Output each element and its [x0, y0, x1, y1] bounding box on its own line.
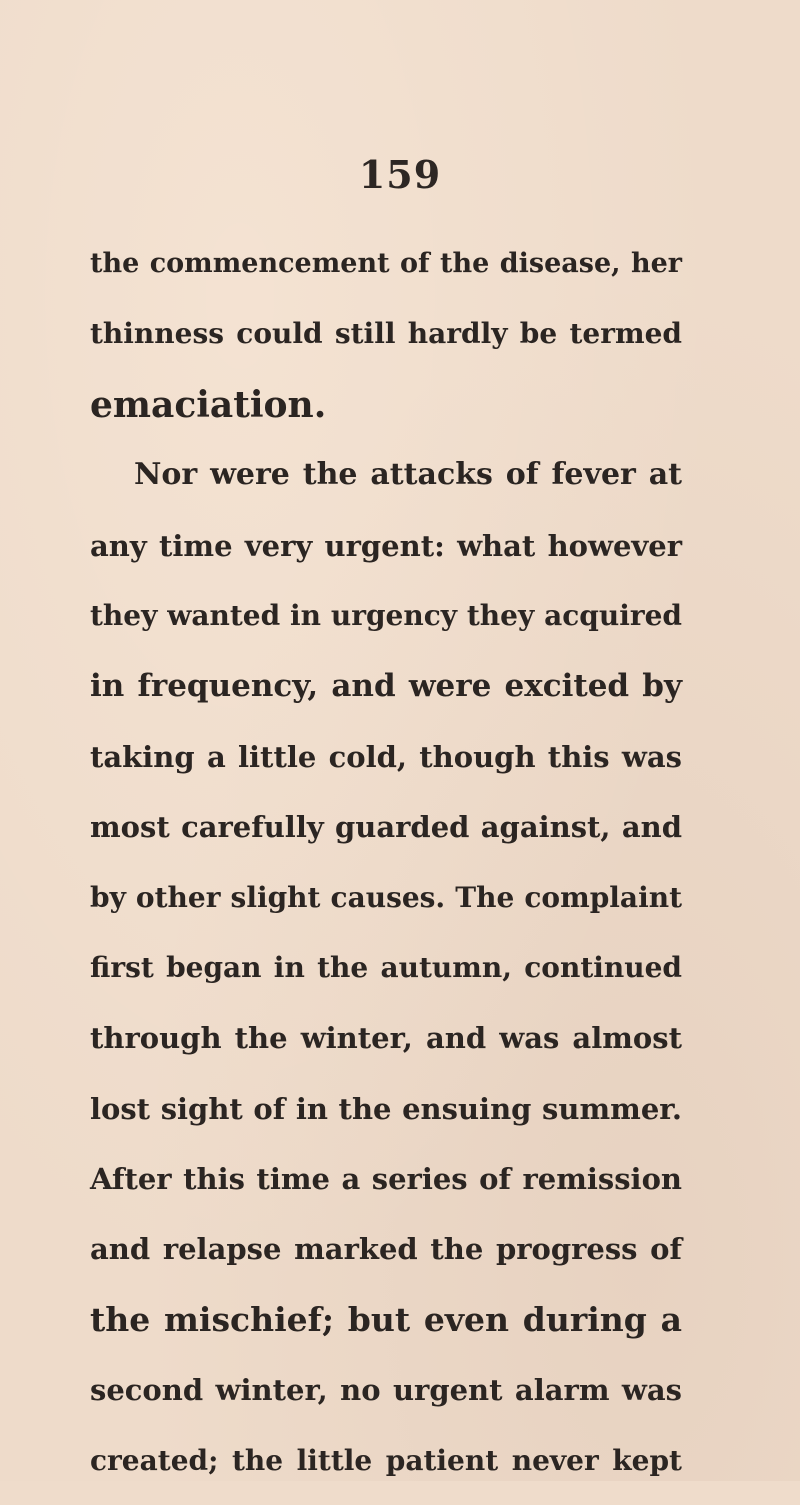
text-line: taking a little cold, though this was: [90, 739, 682, 774]
paragraph-start-line: Nor were the attacks of fever at: [134, 457, 682, 493]
text-line: created; the little patient never kept: [90, 1443, 682, 1477]
text-line: most carefully guarded against, and: [90, 810, 682, 845]
text-line: they wanted in urgency they acquired: [90, 598, 682, 632]
text-line: the commencement of the disease, her: [90, 248, 682, 279]
body-text: [90, 238, 682, 1505]
page-number: 159: [358, 152, 442, 197]
text-line: in frequency, and were excited by: [90, 668, 682, 705]
text-line: After this time a series of remission: [90, 1162, 682, 1197]
text-line: first began in the autumn, continued: [90, 950, 682, 984]
text-line: emaciation.: [90, 383, 327, 426]
text-line: by other slight causes. The complaint: [90, 880, 682, 914]
text-line: lost sight of in the ensuing summer.: [90, 1091, 682, 1126]
text-line: the mischief; but even during a: [90, 1299, 682, 1339]
text-line: second winter, no urgent alarm was: [90, 1373, 682, 1408]
text-line: thinness could still hardly be termed: [90, 317, 682, 351]
text-line: any time very urgent: what however: [90, 528, 682, 563]
text-line: through the winter, and was almost: [90, 1021, 682, 1056]
text-line: and relapse marked the progress of: [90, 1232, 682, 1267]
